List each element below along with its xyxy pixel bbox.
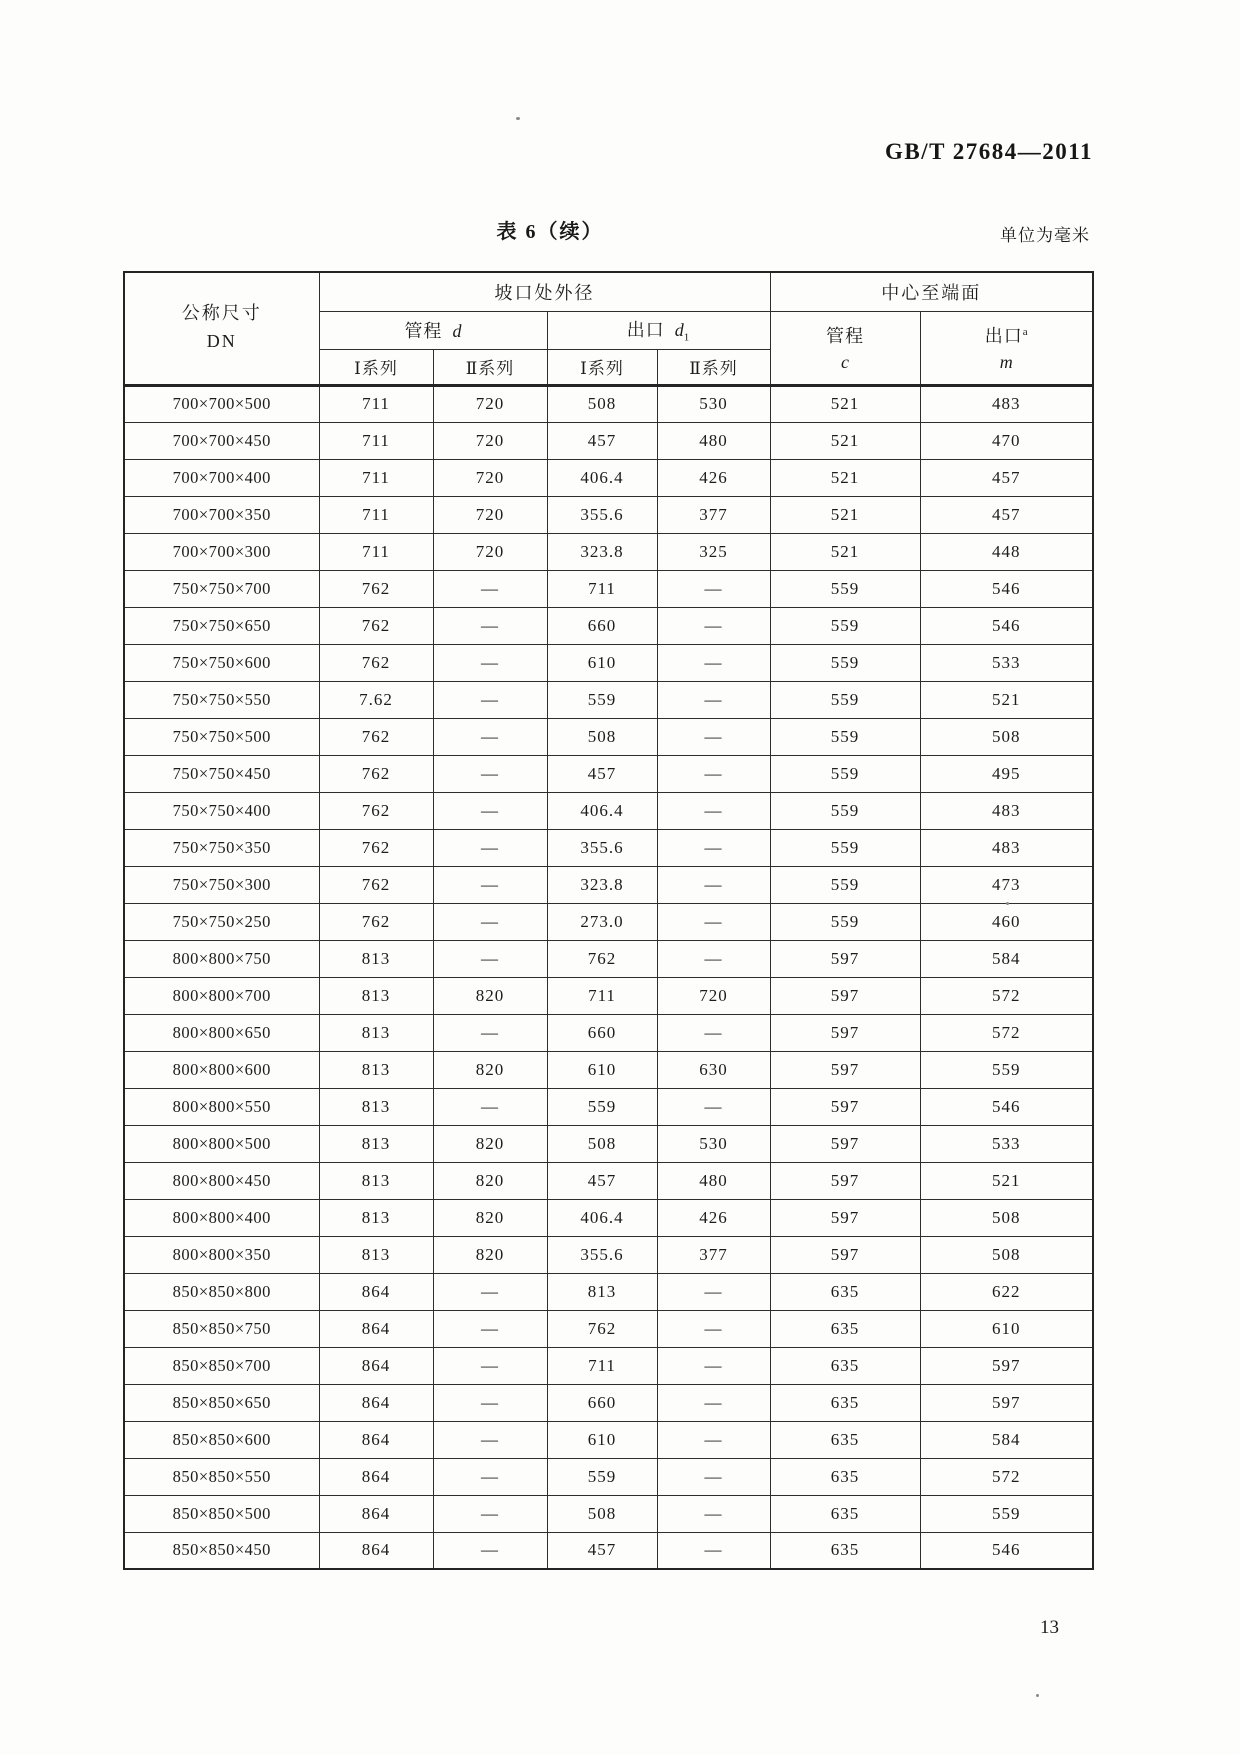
cell-value: 355.6	[547, 496, 657, 533]
cell-nominal-size: 850×850×750	[124, 1310, 319, 1347]
header-center-run-c	[770, 311, 920, 385]
cell-value: —	[433, 1532, 547, 1569]
cell-value: 813	[547, 1273, 657, 1310]
cell-value: —	[657, 681, 770, 718]
cell-nominal-size: 750×750×250	[124, 903, 319, 940]
cell-value: 711	[319, 496, 433, 533]
cell-nominal-size: 700×700×450	[124, 422, 319, 459]
cell-value: 572	[920, 977, 1093, 1014]
cell-nominal-size: 800×800×550	[124, 1088, 319, 1125]
cell-value: 473	[920, 866, 1093, 903]
cell-value: —	[657, 1014, 770, 1051]
cell-value: 597	[770, 1088, 920, 1125]
cell-value: 457	[547, 755, 657, 792]
cell-value: 323.8	[547, 533, 657, 570]
table-row	[124, 1236, 1093, 1273]
cell-value: 635	[770, 1273, 920, 1310]
cell-value: 508	[547, 1495, 657, 1532]
table-row	[124, 903, 1093, 940]
cell-value: —	[657, 1495, 770, 1532]
table-row	[124, 718, 1093, 755]
cell-value: 546	[920, 607, 1093, 644]
outlet-label: 出口	[626, 320, 665, 341]
table-row	[124, 1051, 1093, 1088]
cell-value: 559	[770, 570, 920, 607]
cell-value: 325	[657, 533, 770, 570]
cell-value: 635	[770, 1384, 920, 1421]
table-row	[124, 1347, 1093, 1384]
cell-value: 508	[920, 1236, 1093, 1273]
cell-value: 813	[319, 1236, 433, 1273]
cell-value: 762	[547, 940, 657, 977]
cell-value: 720	[433, 496, 547, 533]
cell-value: 480	[657, 1162, 770, 1199]
center-run-label: 管程	[826, 325, 864, 346]
table-row	[124, 829, 1093, 866]
cell-nominal-size: 800×800×600	[124, 1051, 319, 1088]
cell-nominal-size: 850×850×500	[124, 1495, 319, 1532]
cell-nominal-size: 850×850×700	[124, 1347, 319, 1384]
cell-value: 483	[920, 792, 1093, 829]
table-row	[124, 1384, 1093, 1421]
cell-nominal-size: 750×750×300	[124, 866, 319, 903]
cell-nominal-size: 750×750×600	[124, 644, 319, 681]
cell-value: 813	[319, 1162, 433, 1199]
cell-value: 426	[657, 459, 770, 496]
cell-value: —	[433, 866, 547, 903]
cell-value: —	[433, 644, 547, 681]
cell-value: —	[657, 903, 770, 940]
cell-value: 559	[547, 681, 657, 718]
cell-value: 521	[920, 681, 1093, 718]
cell-value: 508	[920, 1199, 1093, 1236]
cell-nominal-size: 750×750×700	[124, 570, 319, 607]
cell-value: —	[433, 1458, 547, 1495]
table-row	[124, 422, 1093, 459]
cell-value: 864	[319, 1273, 433, 1310]
header-nominal-size	[124, 272, 319, 385]
cell-value: 635	[770, 1532, 920, 1569]
cell-value: 813	[319, 1199, 433, 1236]
cell-nominal-size: 850×850×450	[124, 1532, 319, 1569]
cell-value: —	[433, 903, 547, 940]
cell-nominal-size: 800×800×350	[124, 1236, 319, 1273]
cell-value: —	[433, 1088, 547, 1125]
cell-value: 559	[920, 1495, 1093, 1532]
table-row	[124, 1458, 1093, 1495]
cell-value: 559	[770, 903, 920, 940]
table-row	[124, 1014, 1093, 1051]
table-row	[124, 866, 1093, 903]
cell-value: 584	[920, 1421, 1093, 1458]
cell-value: —	[433, 607, 547, 644]
cell-value: 508	[547, 718, 657, 755]
cell-value: 820	[433, 1162, 547, 1199]
cell-value: 864	[319, 1310, 433, 1347]
cell-value: 559	[770, 829, 920, 866]
header-nominal-size-dn: DN	[206, 331, 237, 352]
cell-value: 820	[433, 977, 547, 1014]
cell-value: 495	[920, 755, 1093, 792]
cell-value: 720	[433, 533, 547, 570]
cell-value: 406.4	[547, 459, 657, 496]
table-body	[124, 385, 1093, 1569]
cell-value: 813	[319, 940, 433, 977]
table-row	[124, 385, 1093, 422]
cell-value: —	[433, 1495, 547, 1532]
cell-value: —	[657, 755, 770, 792]
cell-nominal-size: 800×800×500	[124, 1125, 319, 1162]
cell-value: 457	[920, 496, 1093, 533]
cell-value: 762	[319, 903, 433, 940]
cell-value: 559	[770, 866, 920, 903]
cell-value: 711	[319, 459, 433, 496]
cell-value: —	[657, 829, 770, 866]
header-pipe-run-d	[319, 311, 547, 349]
cell-value: 559	[920, 1051, 1093, 1088]
center-run-symbol: c	[841, 352, 849, 373]
cell-value: 323.8	[547, 866, 657, 903]
cell-value: 457	[547, 422, 657, 459]
cell-value: 630	[657, 1051, 770, 1088]
header-outlet-d1	[547, 311, 770, 349]
cell-nominal-size: 850×850×800	[124, 1273, 319, 1310]
table-row	[124, 496, 1093, 533]
cell-value: 813	[319, 1051, 433, 1088]
cell-value: —	[433, 718, 547, 755]
page-number: 13	[1040, 1617, 1059, 1638]
cell-value: 597	[770, 1051, 920, 1088]
cell-value: 720	[433, 385, 547, 422]
outlet-symbol: d	[674, 320, 684, 341]
cell-nominal-size: 750×750×650	[124, 607, 319, 644]
cell-value: 762	[319, 607, 433, 644]
cell-value: 711	[547, 1347, 657, 1384]
cell-value: —	[657, 1347, 770, 1384]
cell-value: 521	[770, 533, 920, 570]
header-row-groups	[124, 272, 1093, 311]
table-row	[124, 607, 1093, 644]
cell-value: 530	[657, 385, 770, 422]
cell-value: 597	[770, 1162, 920, 1199]
cell-value: —	[657, 1273, 770, 1310]
cell-value: —	[433, 1384, 547, 1421]
cell-value: 864	[319, 1458, 433, 1495]
header-group-center-to-face: 中心至端面	[770, 272, 1093, 311]
cell-value: 406.4	[547, 792, 657, 829]
cell-value: 406.4	[547, 1199, 657, 1236]
cell-value: 762	[319, 570, 433, 607]
cell-value: 559	[770, 755, 920, 792]
cell-value: 457	[547, 1162, 657, 1199]
scan-speck	[1006, 902, 1009, 905]
cell-value: 559	[547, 1088, 657, 1125]
table-row	[124, 1088, 1093, 1125]
cell-nominal-size: 750×750×450	[124, 755, 319, 792]
cell-value: 7.62	[319, 681, 433, 718]
cell-value: 559	[770, 792, 920, 829]
cell-value: 610	[547, 1051, 657, 1088]
cell-nominal-size: 850×850×550	[124, 1458, 319, 1495]
cell-value: 864	[319, 1532, 433, 1569]
cell-value: —	[657, 607, 770, 644]
cell-value: 355.6	[547, 1236, 657, 1273]
cell-value: 426	[657, 1199, 770, 1236]
cell-value: 508	[547, 385, 657, 422]
cell-value: 622	[920, 1273, 1093, 1310]
unit-note: 单位为毫米	[1000, 226, 1090, 245]
footnote-marker: a	[1022, 325, 1028, 338]
cell-value: 559	[770, 681, 920, 718]
header-center-outlet-m	[920, 311, 1093, 385]
cell-value: —	[657, 1384, 770, 1421]
cell-value: 559	[770, 718, 920, 755]
table-header	[124, 272, 1093, 385]
cell-value: 635	[770, 1495, 920, 1532]
cell-value: 762	[319, 829, 433, 866]
table-row	[124, 1199, 1093, 1236]
cell-nominal-size: 800×800×750	[124, 940, 319, 977]
cell-value: 483	[920, 829, 1093, 866]
cell-value: 711	[319, 533, 433, 570]
table-row	[124, 533, 1093, 570]
table-row	[124, 940, 1093, 977]
cell-value: —	[657, 940, 770, 977]
cell-nominal-size: 750×750×550	[124, 681, 319, 718]
header-series-1-run: Ⅰ系列	[319, 349, 433, 385]
cell-value: 820	[433, 1236, 547, 1273]
cell-nominal-size: 800×800×650	[124, 1014, 319, 1051]
cell-value: —	[657, 1532, 770, 1569]
table-row	[124, 1162, 1093, 1199]
cell-value: 820	[433, 1199, 547, 1236]
cell-value: 521	[770, 422, 920, 459]
cell-nominal-size: 850×850×600	[124, 1421, 319, 1458]
cell-value: 762	[319, 718, 433, 755]
cell-value: 813	[319, 1125, 433, 1162]
cell-value: 762	[319, 644, 433, 681]
table-row	[124, 570, 1093, 607]
cell-value: 720	[433, 422, 547, 459]
cell-value: —	[657, 792, 770, 829]
cell-value: —	[433, 1310, 547, 1347]
cell-value: 559	[770, 607, 920, 644]
cell-value: 813	[319, 1088, 433, 1125]
header-group-bevel-od: 坡口处外径	[319, 272, 770, 311]
header-series-2-outlet: Ⅱ系列	[657, 349, 770, 385]
cell-value: —	[657, 1310, 770, 1347]
cell-value: 457	[547, 1532, 657, 1569]
cell-value: 546	[920, 1532, 1093, 1569]
cell-value: —	[433, 1014, 547, 1051]
cell-value: 762	[319, 792, 433, 829]
cell-value: —	[657, 718, 770, 755]
center-outlet-text: 出口	[984, 325, 1023, 346]
cell-nominal-size: 700×700×400	[124, 459, 319, 496]
cell-value: 635	[770, 1347, 920, 1384]
cell-value: 377	[657, 496, 770, 533]
cell-value: —	[433, 570, 547, 607]
table-row	[124, 1125, 1093, 1162]
cell-value: —	[433, 940, 547, 977]
dimension-table	[123, 271, 1094, 1570]
cell-value: 521	[770, 496, 920, 533]
cell-value: 559	[770, 644, 920, 681]
center-outlet-label	[923, 322, 1091, 348]
cell-value: 521	[770, 385, 920, 422]
table-row	[124, 681, 1093, 718]
table-row	[124, 755, 1093, 792]
cell-value: 597	[770, 1199, 920, 1236]
cell-value: —	[433, 1273, 547, 1310]
cell-value: 820	[433, 1051, 547, 1088]
cell-value: 521	[920, 1162, 1093, 1199]
cell-value: 610	[920, 1310, 1093, 1347]
cell-value: 355.6	[547, 829, 657, 866]
cell-value: —	[433, 792, 547, 829]
cell-value: 377	[657, 1236, 770, 1273]
cell-value: 610	[547, 644, 657, 681]
cell-value: 457	[920, 459, 1093, 496]
cell-value: 597	[770, 1125, 920, 1162]
cell-value: 720	[433, 459, 547, 496]
cell-value: 864	[319, 1421, 433, 1458]
cell-value: 635	[770, 1421, 920, 1458]
cell-value: 610	[547, 1421, 657, 1458]
cell-value: 483	[920, 385, 1093, 422]
cell-value: 864	[319, 1347, 433, 1384]
cell-value: 530	[657, 1125, 770, 1162]
cell-value: —	[433, 681, 547, 718]
cell-value: 448	[920, 533, 1093, 570]
cell-value: 508	[920, 718, 1093, 755]
cell-nominal-size: 800×800×400	[124, 1199, 319, 1236]
cell-value: 813	[319, 1014, 433, 1051]
cell-value: 572	[920, 1458, 1093, 1495]
cell-nominal-size: 700×700×300	[124, 533, 319, 570]
cell-nominal-size: 750×750×400	[124, 792, 319, 829]
cell-value: 508	[547, 1125, 657, 1162]
cell-value: 711	[547, 570, 657, 607]
outlet-symbol-subscript: 1	[683, 331, 691, 344]
cell-value: 597	[770, 1236, 920, 1273]
cell-value: 762	[319, 866, 433, 903]
table-row	[124, 977, 1093, 1014]
pipe-run-label: 管程	[404, 321, 443, 341]
cell-value: 559	[547, 1458, 657, 1495]
cell-value: 597	[770, 940, 920, 977]
cell-value: —	[657, 570, 770, 607]
cell-value: 711	[319, 422, 433, 459]
cell-value: 597	[770, 977, 920, 1014]
cell-nominal-size: 750×750×500	[124, 718, 319, 755]
cell-value: 864	[319, 1384, 433, 1421]
header-series-1-outlet: Ⅰ系列	[547, 349, 657, 385]
cell-value: —	[657, 1458, 770, 1495]
cell-value: —	[657, 866, 770, 903]
table-row	[124, 459, 1093, 496]
cell-nominal-size: 700×700×500	[124, 385, 319, 422]
table-row	[124, 1273, 1093, 1310]
cell-value: 660	[547, 1014, 657, 1051]
cell-value: —	[433, 1347, 547, 1384]
cell-value: 572	[920, 1014, 1093, 1051]
cell-value: 521	[770, 459, 920, 496]
table-row	[124, 1532, 1093, 1569]
table-row	[124, 792, 1093, 829]
cell-value: 533	[920, 1125, 1093, 1162]
cell-value: 480	[657, 422, 770, 459]
cell-value: 470	[920, 422, 1093, 459]
cell-nominal-size: 800×800×450	[124, 1162, 319, 1199]
scan-speck	[1036, 1694, 1039, 1697]
cell-value: —	[433, 755, 547, 792]
pipe-run-symbol: d	[452, 321, 462, 341]
header-series-2-run: Ⅱ系列	[433, 349, 547, 385]
standard-number: GB/T 27684—2011	[884, 139, 1093, 164]
cell-value: 864	[319, 1495, 433, 1532]
cell-value: 273.0	[547, 903, 657, 940]
table-row	[124, 644, 1093, 681]
cell-value: 820	[433, 1125, 547, 1162]
table-row	[124, 1310, 1093, 1347]
cell-value: 597	[920, 1347, 1093, 1384]
header-nominal-size-label: 公称尺寸	[181, 303, 262, 324]
table-row	[124, 1421, 1093, 1458]
cell-nominal-size: 700×700×350	[124, 496, 319, 533]
cell-nominal-size: 800×800×700	[124, 977, 319, 1014]
cell-value: —	[657, 1421, 770, 1458]
cell-value: 584	[920, 940, 1093, 977]
cell-value: —	[657, 644, 770, 681]
cell-value: 460	[920, 903, 1093, 940]
cell-nominal-size: 750×750×350	[124, 829, 319, 866]
cell-value: —	[657, 1088, 770, 1125]
cell-value: 533	[920, 644, 1093, 681]
table-row	[124, 1495, 1093, 1532]
center-outlet-symbol: m	[999, 352, 1013, 373]
cell-value: 597	[920, 1384, 1093, 1421]
cell-value: —	[433, 1421, 547, 1458]
cell-value: 720	[657, 977, 770, 1014]
cell-value: 635	[770, 1310, 920, 1347]
cell-value: —	[433, 829, 547, 866]
cell-value: 597	[770, 1014, 920, 1051]
scan-speck	[516, 117, 520, 120]
cell-value: 762	[547, 1310, 657, 1347]
cell-value: 711	[547, 977, 657, 1014]
cell-value: 546	[920, 570, 1093, 607]
cell-value: 635	[770, 1458, 920, 1495]
cell-value: 546	[920, 1088, 1093, 1125]
cell-value: 762	[319, 755, 433, 792]
cell-value: 711	[319, 385, 433, 422]
cell-value: 660	[547, 1384, 657, 1421]
table-title: 表 6（续）	[496, 221, 604, 243]
cell-value: 660	[547, 607, 657, 644]
cell-nominal-size: 850×850×650	[124, 1384, 319, 1421]
cell-value: 813	[319, 977, 433, 1014]
